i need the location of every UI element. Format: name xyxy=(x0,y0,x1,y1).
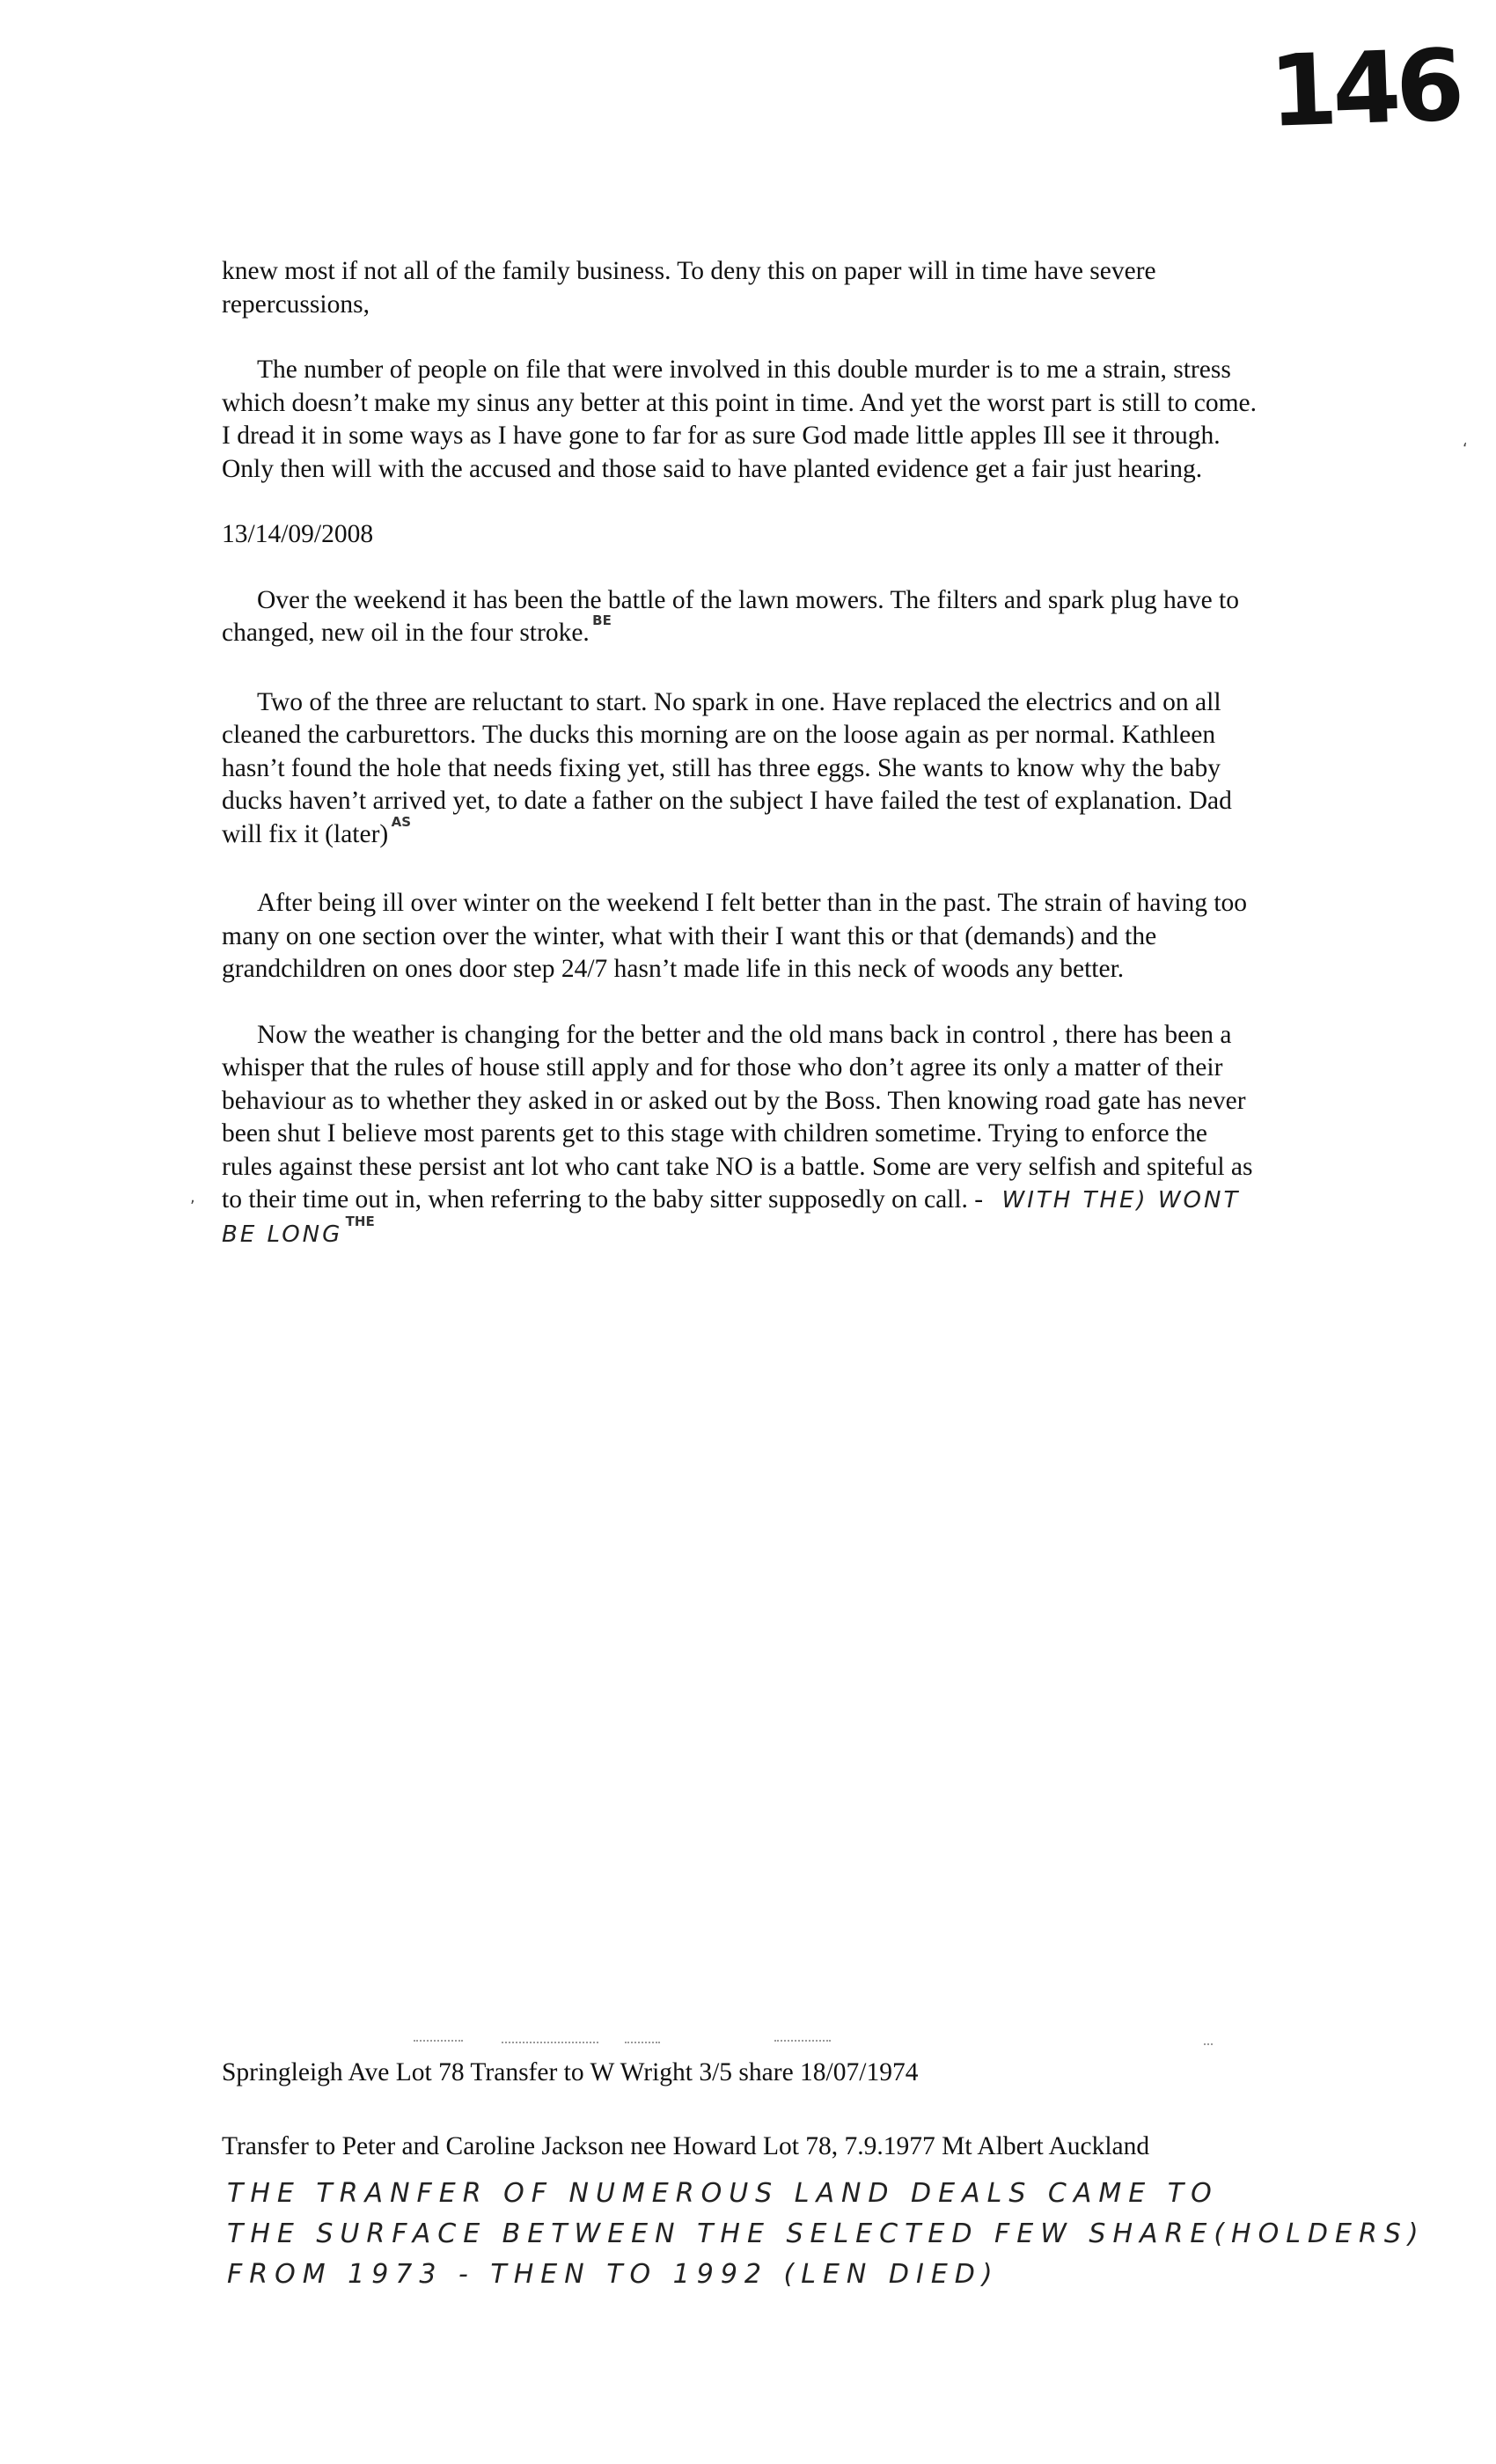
handwritten-annotation: WITH THE) WONT BE LONG xyxy=(222,1187,1241,1248)
paragraph-6 xyxy=(222,1019,1260,1255)
date-heading: 13/14/09/2008 xyxy=(222,520,374,548)
handwritten-note xyxy=(227,2174,1426,2295)
paragraph-2: The number of people on file that were involved in this double murder is to me a strain, stress which doesn’t make my sinus any better at this point in time. And yet the worst part is still to come. I dread it in some ways as I have gone to far for as sure God made little apples Ill see it through. Only then will with the accused and those said to have planted evidence get a fair just hearing. xyxy=(222,356,1258,483)
insertion-mark-the: THE xyxy=(345,1213,375,1229)
scan-artifact xyxy=(414,2040,463,2042)
scan-artifact xyxy=(774,2040,831,2042)
paragraph-1: knew most if not all of the family business. To deny this on paper will in time have severe repercussions, xyxy=(222,257,1156,319)
page-number: 146 xyxy=(1267,28,1462,150)
paragraph-4-text: Two of the three are reluctant to start. No spark in one. Have replaced the electrics and on all cleaned the carburettors. The ducks this morning are on the loose again as per normal. Kathleen hasn’t found the hole that needs fixing yet, still has three eggs. She wants to know why the baby ducks haven’t arrived yet, to date a father on the subject I have failed the test of explanation. Dad will fix it (later) xyxy=(222,687,1232,848)
paragraph-3 xyxy=(222,584,1260,654)
footer-line-2: Transfer to Peter and Caroline Jackson nee Howard Lot 78, 7.9.1977 Mt Albert Auckland xyxy=(222,2131,1150,2160)
insertion-mark-as: AS xyxy=(391,813,412,830)
scan-artifact xyxy=(625,2042,660,2043)
paragraph-5: After being ill over winter on the weekend I felt better than in the past. The strain of having too many on one section over the winter, what with their I want this or that (demands) and the grandchildren on ones door step 24/7 hasn’t made life in this neck of woods any better. xyxy=(222,889,1248,983)
margin-mark-right: ‘ xyxy=(1463,440,1468,458)
scan-artifact xyxy=(502,2042,598,2043)
margin-mark-left: , xyxy=(190,1188,195,1206)
paragraph-6-text: Now the weather is changing for the better and the old mans back in control , there has been a whisper that the rules of house still apply and for those who don’t agree its only a matter of their behaviour as to whether they asked in or asked out by the Boss. Then knowing road gate has never been shut I believe most parents get to this stage with children sometime. Trying to enforce the rules against these persist ant lot who cant take NO is a battle. Some are very selfish and spiteful as to their time out in, when referring to the baby sitter supposedly on call. - xyxy=(222,1020,1253,1214)
insertion-mark-be: BE xyxy=(592,612,612,628)
paragraph-4 xyxy=(222,686,1260,855)
handwritten-line-2: THE SURFACE BETWEEN THE SELECTED FEW SHARE(HOLDERS) xyxy=(227,2218,1426,2249)
handwritten-line-3: FROM 1973 - THEN TO 1992 (LEN DIED) xyxy=(227,2259,1000,2290)
scan-artifact xyxy=(1204,2043,1213,2045)
paragraph-3-text: Over the weekend it has been the battle of the lawn mowers. The filters and spark plug have to changed, new oil in the four stroke. xyxy=(222,585,1240,647)
handwritten-line-1: THE TRANFER OF NUMEROUS LAND DEALS CAME TO xyxy=(227,2178,1219,2209)
body-text xyxy=(222,255,1260,1287)
footer-line-1: Springleigh Ave Lot 78 Transfer to W Wright 3/5 share 18/07/1974 xyxy=(222,2058,919,2086)
